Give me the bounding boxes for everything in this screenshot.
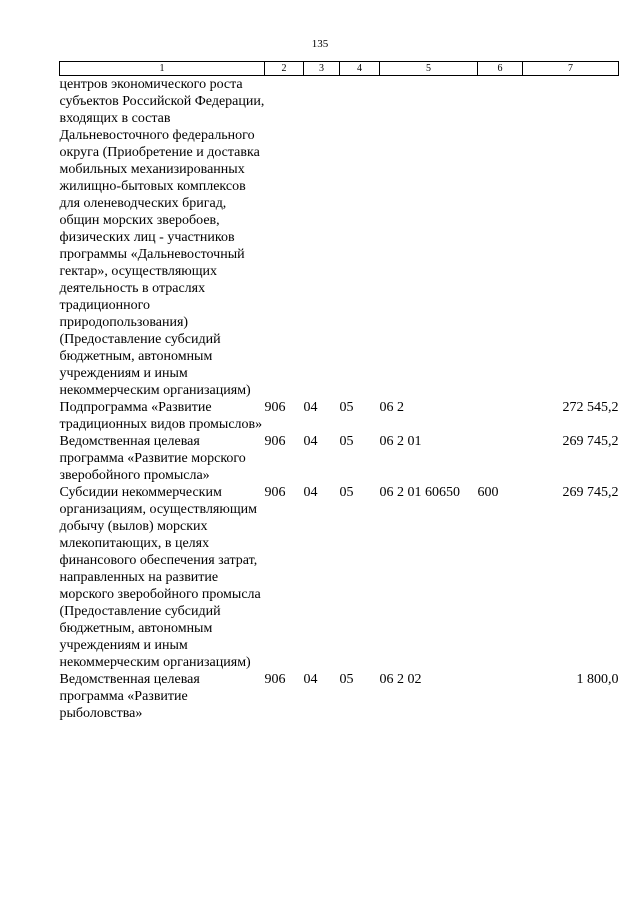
row-admin-code	[265, 76, 304, 400]
row-section-code: 04	[303, 672, 318, 687]
page-number: 135	[311, 38, 329, 50]
column-header-name: 1	[60, 62, 265, 76]
budget-table	[59, 61, 619, 722]
column-header-subsection: 4	[340, 62, 380, 76]
row-subsection-code: 05	[339, 672, 354, 687]
row-subsection-code	[340, 76, 380, 400]
row-name: Ведомственная целевая программа «Развитие морского зверобойного промысла»	[59, 434, 246, 483]
row-admin-code: 906	[264, 400, 286, 415]
row-name: Подпрограмма «Развитие традиционных видов промыслов»	[59, 400, 263, 432]
row-admin-code: 906	[264, 672, 286, 687]
row-admin-code: 906	[264, 485, 286, 500]
row-amount: 1 800,0	[576, 672, 619, 687]
row-amount	[523, 76, 619, 400]
row-section-code: 04	[303, 485, 318, 500]
row-amount: 269 745,2	[562, 434, 619, 449]
row-amount: 272 545,2	[562, 400, 619, 415]
column-header-type: 6	[478, 62, 523, 76]
row-section-code	[304, 76, 340, 400]
row-type-code	[478, 671, 523, 722]
column-header-amount: 7	[523, 62, 619, 76]
row-target-code: 06 2 01 60650	[379, 485, 460, 500]
table-row	[60, 671, 619, 722]
table-row	[60, 433, 619, 484]
row-name: Ведомственная целевая программа «Развитие рыболовства»	[59, 672, 200, 721]
row-section-code: 04	[303, 400, 318, 415]
row-name: Субсидии некоммерческим организациям, осуществляющим добычу (вылов) морских млекопитающих, в целях финансового обеспечения затрат, направленных на развитие морского зверобойного промысла (Предоставление субсидий бюджетным, автономным учреждениям и иным некоммерческим организациям)	[59, 485, 261, 670]
row-target-code: 06 2	[379, 400, 404, 415]
row-section-code: 04	[303, 434, 318, 449]
row-subsection-code: 05	[339, 400, 354, 415]
column-header-admin: 2	[265, 62, 304, 76]
table-header-row	[60, 62, 619, 76]
column-header-target: 5	[380, 62, 478, 76]
row-target-code: 06 2 01	[379, 434, 422, 449]
column-header-section: 3	[304, 62, 340, 76]
row-target-code: 06 2 02	[379, 672, 422, 687]
row-amount: 269 745,2	[562, 485, 619, 500]
row-subsection-code: 05	[339, 485, 354, 500]
row-name: центров экономического роста субъектов Российской Федерации, входящих в состав Дальневосточного федерального округа (Приобретение и доставка мобильных механизированных жилищно-бытовых комплексов для оленеводческих бригад, общин морских зверобоев, физических лиц - участников программы «Дальневосточный гектар», осуществляющих деятельность в отраслях традиционного природопользования) (Предоставление субсидий бюджетным, автономным учреждениям и иным некоммерческим организациям)	[59, 77, 265, 398]
table-row	[60, 399, 619, 433]
row-subsection-code: 05	[339, 434, 354, 449]
row-target-code	[380, 76, 478, 400]
row-type-code	[478, 76, 523, 400]
table-row	[60, 76, 619, 400]
row-type-code	[478, 433, 523, 484]
table-row	[60, 484, 619, 671]
row-type-code: 600	[477, 485, 499, 500]
row-type-code	[478, 399, 523, 433]
row-admin-code: 906	[264, 434, 286, 449]
